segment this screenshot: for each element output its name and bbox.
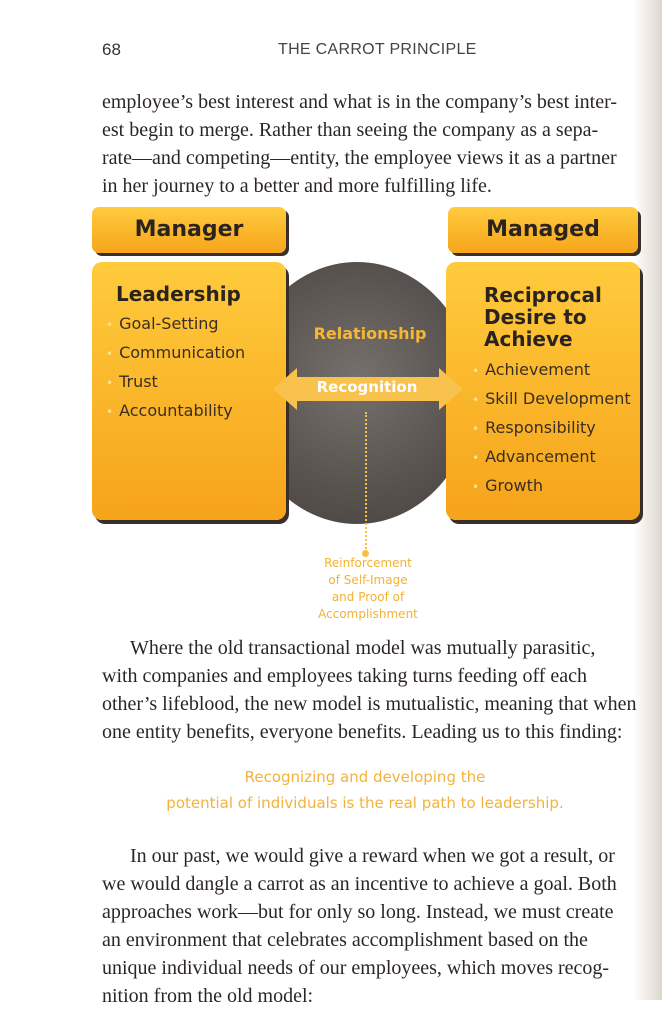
text-line: an environment that celebrates accomplishment based on the [102, 929, 588, 951]
key-finding-callout [110, 764, 620, 816]
list-item: • Advancement [472, 443, 631, 472]
note-line: Reinforcement [324, 556, 412, 570]
text-line: we would dangle a carrot as an incentive to achieve a goal. Both [102, 873, 617, 895]
list-item: • Trust [106, 368, 245, 397]
managed-header: Managed [448, 207, 638, 253]
manager-header: Manager [92, 207, 286, 253]
title-line: Achieve [484, 327, 573, 351]
text-line: employee’s best interest and what is in the company’s best inter- [102, 91, 618, 113]
leadership-title: Leadership [116, 282, 241, 306]
list-item: • Accountability [106, 397, 245, 426]
reciprocal-desire-box [446, 262, 640, 520]
manager-managed-diagram [0, 200, 662, 630]
list-item: • Responsibility [472, 414, 631, 443]
book-title: THE CARROT PRINCIPLE [278, 41, 477, 58]
callout-line: potential of individuals is the real path to leadership. [166, 794, 564, 812]
paragraph-3 [102, 842, 640, 1010]
recognition-label: Recognition [316, 378, 418, 396]
note-line: of Self-Image [328, 573, 408, 587]
list-item: • Goal-Setting [106, 310, 245, 339]
leadership-list [106, 310, 245, 426]
relationship-label: Relationship [313, 324, 427, 343]
note-line: Accomplishment [318, 607, 418, 621]
text-line: in her journey to a better and more fulfilling life. [102, 175, 492, 197]
achieve-list [472, 356, 631, 501]
text-line: In our past, we would give a reward when we got a result, or [130, 845, 615, 867]
dotted-connector [365, 412, 367, 552]
paragraph-2 [102, 634, 640, 746]
leadership-box [92, 262, 286, 520]
list-item: • Achievement [472, 356, 631, 385]
text-line: one entity benefits, everyone benefits. Leading us to this finding: [102, 721, 623, 743]
text-line: with companies and employees taking turns feeding off each [102, 665, 588, 687]
title-line: Desire to [484, 305, 587, 329]
page-number: 68 [102, 40, 121, 59]
list-item: • Communication [106, 339, 245, 368]
text-line: Where the old transactional model was mutually parasitic, [130, 637, 596, 659]
running-head [102, 38, 622, 62]
text-line: rate—and competing—entity, the employee views it as a partner [102, 147, 617, 169]
list-item: • Growth [472, 472, 631, 501]
text-line: approaches work—but for only so long. Instead, we must create [102, 901, 614, 923]
title-line: Reciprocal [484, 283, 602, 307]
paragraph-1 [102, 88, 640, 200]
text-line: est begin to merge. Rather than seeing the company as a sepa- [102, 119, 599, 141]
text-line: other’s lifeblood, the new model is mutualistic, meaning that when [102, 693, 637, 715]
text-line: nition from the old model: [102, 985, 314, 1007]
callout-line: Recognizing and developing the [244, 768, 486, 786]
note-line: and Proof of [331, 590, 405, 604]
list-item: • Skill Development [472, 385, 631, 414]
reinforcement-note [278, 555, 458, 623]
reciprocal-desire-title [484, 284, 634, 350]
text-line: unique individual needs of our employees, which moves recog- [102, 957, 610, 979]
